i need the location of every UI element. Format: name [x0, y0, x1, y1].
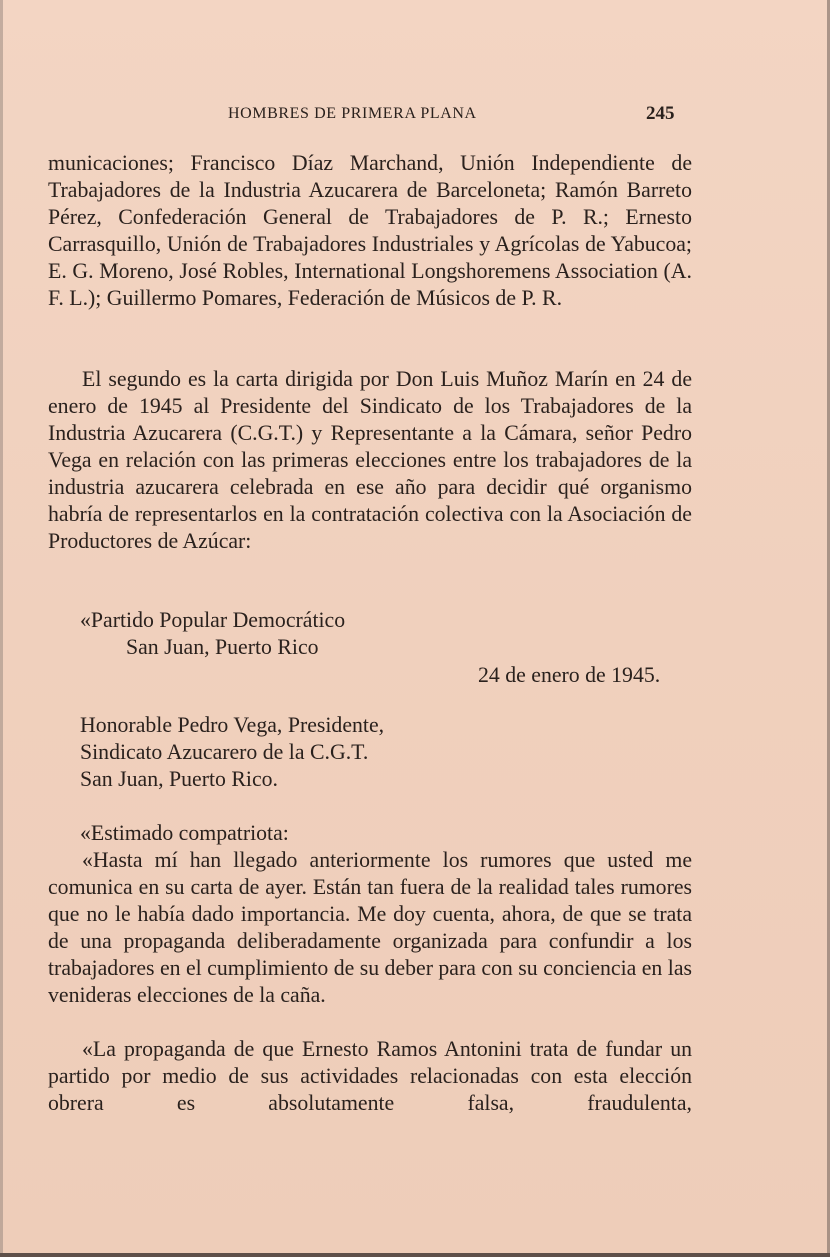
- continued-paragraph: municaciones; Francisco Díaz Marchand, Unión Independiente de Trabajadores de la Industria Azucarera de Barceloneta; Ramón Barreto Pérez, Confederación General de Trabajadores de P. R.; Ernesto Carrasquillo, Unión de Trabajadores Industriales y Agrícolas de Yabucoa; E. G. Moreno, José Robles, International Longshoremens Association (A. F. L.); Guillermo Pomares, Federación de Músicos de P. R.: [48, 151, 692, 310]
- running-head: HOMBRES DE PRIMERA PLANA: [228, 105, 477, 122]
- letter-salutation: «Estimado compatriota:: [80, 821, 289, 845]
- intro-paragraph: El segundo es la carta dirigida por Don Luis Muñoz Marín en 24 de enero de 1945 al Presidente del Sindicato de los Trabajadores de la Industria Azucarera (C.G.T.) y Representante a la Cámara, señor Pedro Vega en relación con las primeras elecciones entre los trabajadores de la industria azucarera celebrada en ese año para decidir qué organismo habría de representarlos en la contratación colectiva con la Asociación de Productores de Azúcar:: [48, 367, 692, 553]
- page-header: [0, 103, 830, 127]
- page-number: 245: [646, 103, 675, 124]
- letter-sender-line: «Partido Popular Democrático: [80, 608, 346, 632]
- bottom-page-edge: [0, 1253, 830, 1257]
- letter-body-paragraph-1: «Hasta mí han llegado anteriormente los rumores que usted me comunica en su carta de ayer. Están tan fuera de la realidad tales rumores que no le había dado importancia. Me doy cuenta, ahora, de que se trata de una propaganda deliberadamente organizada para confundir a los trabajadores en el cumplimiento de su deber para con su conciencia en las venideras elecciones de la caña.: [48, 848, 692, 1007]
- letter-recipient-name: Honorable Pedro Vega, Presidente,: [80, 713, 385, 737]
- letter-recipient-location: San Juan, Puerto Rico.: [80, 767, 278, 791]
- letter-sender-location: San Juan, Puerto Rico: [126, 635, 319, 659]
- letter-body-paragraph-2: «La propaganda de que Ernesto Ramos Antonini trata de fundar un partido por medio de sus actividades relacionadas con esta elección obrera es absolutamente falsa, fraudulenta,: [48, 1037, 692, 1115]
- letter-date: 24 de enero de 1945.: [478, 663, 661, 687]
- letter-recipient-organization: Sindicato Azucarero de la C.G.T.: [80, 740, 369, 764]
- left-page-edge: [0, 0, 3, 1257]
